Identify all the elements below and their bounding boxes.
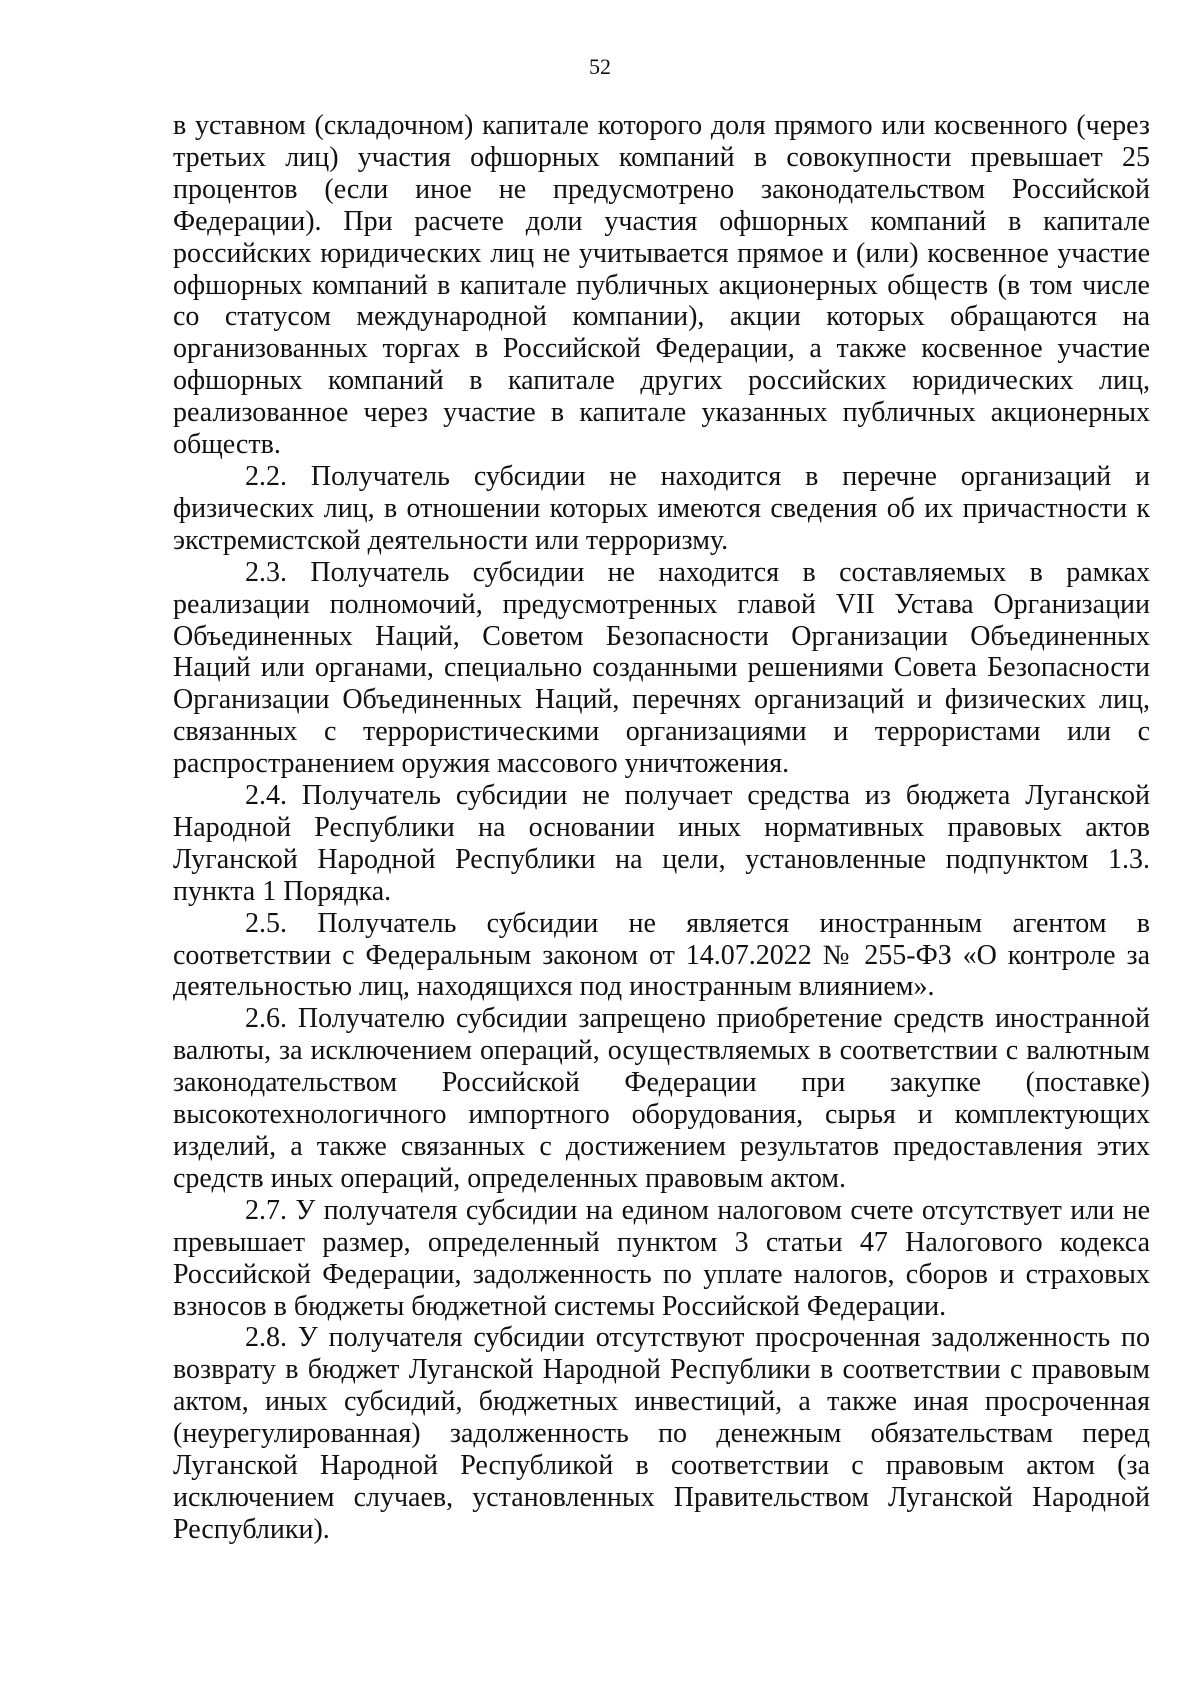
paragraph-2-4: 2.4. Получатель субсидии не получает средства из бюджета Луганской Народной Республики на основании иных нормативных правовых актов Луганской Народной Республики на цели, установленные подпунктом 1.3. пункта 1 Порядка. <box>173 780 1150 907</box>
page-number: 52 <box>589 54 611 79</box>
document-body <box>173 110 1150 1546</box>
paragraph-2-3: 2.3. Получатель субсидии не находится в составляемых в рамках реализации полномочий, предусмотренных главой VII Устава Организации Объединенных Наций, Советом Безопасности Организации Объединенных Наций или органами, специально созданными решениями Совета Безопасности Организации Объединенных Наций, перечнях организаций и физических лиц, связанных с террористическими организациями и террористами или с распространением оружия массового уничтожения. <box>173 556 1150 780</box>
paragraph-continuation: в уставном (складочном) капитале которого доля прямого или косвенного (через третьих лиц) участия офшорных компаний в совокупности превышает 25 процентов (если иное не предусмотрено законодательством Российской Федерации). При расчете доли участия офшорных компаний в капитале российских юридических лиц не учитывается прямое и (или) косвенное участие офшорных компаний в капитале публичных акционерных обществ (в том числе со статусом международной компании), акции которых обращаются на организованных торгах в Российской Федерации, а также косвенное участие офшорных компаний в капитале других российских юридических лиц, реализованное через участие в капитале указанных публичных акционерных обществ. <box>173 110 1150 461</box>
paragraph-2-7: 2.7. У получателя субсидии на едином налоговом счете отсутствует или не превышает размер, определенный пунктом 3 статьи 47 Налогового кодекса Российской Федерации, задолженность по уплате налогов, сборов и страховых взносов в бюджеты бюджетной системы Российской Федерации. <box>173 1194 1150 1322</box>
paragraph-2-6: 2.6. Получателю субсидии запрещено приобретение средств иностранной валюты, за исключением операций, осуществляемых в соответствии с валютным законодательством Российской Федерации при закупке (поставке) высокотехнологичного импортного оборудования, сырья и комплектующих изделий, а также связанных с достижением результатов предоставления этих средств иных операций, определенных правовым актом. <box>173 1003 1150 1194</box>
paragraph-2-5: 2.5. Получатель субсидии не является иностранным агентом в соответствии с Федеральным законом от 14.07.2022 № 255-ФЗ «О контроле за деятельностью лиц, находящихся под иностранным влиянием». <box>173 907 1150 1003</box>
paragraph-2-8: 2.8. У получателя субсидии отсутствуют просроченная задолженность по возврату в бюджет Луганской Народной Республики в соответствии с правовым актом, иных субсидий, бюджетных инвестиций, а также иная просроченная (неурегулированная) задолженность по денежным обязательствам перед Луганской Народной Республикой в соответствии с правовым актом (за исключением случаев, установленных Правительством Луганской Народной Республики). <box>173 1322 1150 1545</box>
paragraph-2-2: 2.2. Получатель субсидии не находится в перечне организаций и физических лиц, в отношении которых имеются сведения об их причастности к экстремистской деятельности или терроризму. <box>173 460 1150 556</box>
